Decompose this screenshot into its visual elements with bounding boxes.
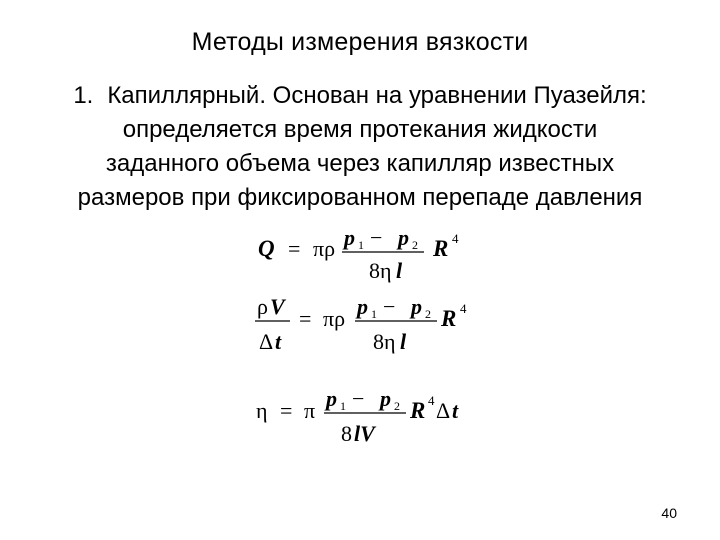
f2-den-num: 8η [373, 329, 396, 354]
f2-num-p2: p [411, 294, 422, 319]
f1-num-p2: p [398, 225, 409, 250]
f1-lhs-q: Q [258, 236, 275, 261]
f2-lhs-delta: Δ [259, 329, 274, 354]
f2-den-var: l [400, 329, 407, 354]
f1-den-var: l [396, 258, 403, 283]
page-number: 40 [661, 505, 677, 521]
f3-equals: = [280, 398, 293, 423]
paragraph-line-1-text: Капиллярный. Основан на уравнении Пуазейля: [107, 82, 647, 109]
f2-num-p1: p [357, 294, 368, 319]
f1-den-num: 8η [369, 258, 392, 283]
f2-exp: 4 [460, 301, 467, 316]
f1-exp: 4 [452, 231, 459, 246]
formula-mass-flow [255, 294, 467, 354]
formula-poiseuille [258, 225, 459, 283]
f3-r: R [410, 398, 426, 423]
f1-r: R [433, 236, 449, 261]
f2-num-sub2: 2 [425, 307, 431, 321]
f2-num-minus: − [383, 294, 396, 319]
f2-num-sub1: 1 [371, 307, 377, 321]
f3-num-minus: − [352, 386, 365, 411]
f3-num-p1: p [326, 386, 337, 411]
formulas [0, 214, 720, 464]
f2-coef: πρ [323, 306, 346, 331]
f1-num-minus: − [370, 225, 383, 250]
list-item-number: 1. [73, 82, 94, 109]
paragraph-line-4: размеров при фиксированном перепаде давления [77, 184, 643, 211]
f2-lhs-t: t [275, 329, 282, 354]
f3-delta: Δ [436, 398, 451, 423]
f1-equals: = [288, 236, 301, 261]
f3-num-sub1: 1 [340, 399, 346, 413]
f3-den-var: lV [354, 421, 375, 446]
f3-coef: π [304, 398, 316, 423]
paragraph-line-2: определяется время протекания жидкости [122, 116, 598, 143]
f2-lhs-rho: ρ [257, 294, 268, 319]
paragraph-line-1 [0, 82, 720, 110]
f3-t: t [452, 398, 459, 423]
f2-lhs-v: V [270, 294, 285, 319]
slide-title: Методы измерения вязкости [191, 28, 529, 56]
f1-num-sub2: 2 [412, 238, 418, 252]
f3-exp: 4 [428, 393, 435, 408]
f3-lhs-eta: η [256, 398, 268, 423]
f3-num-p2: p [380, 386, 391, 411]
f1-coef: πρ [313, 236, 336, 261]
paragraph-line-3: заданного объема через капилляр известных [105, 150, 615, 177]
f2-equals: = [299, 306, 312, 331]
f1-num-p1: p [344, 225, 355, 250]
f3-num-sub2: 2 [394, 399, 400, 413]
formula-viscosity [256, 386, 459, 446]
f3-den-num: 8 [341, 421, 352, 446]
f2-r: R [441, 306, 457, 331]
f1-num-sub1: 1 [358, 238, 364, 252]
